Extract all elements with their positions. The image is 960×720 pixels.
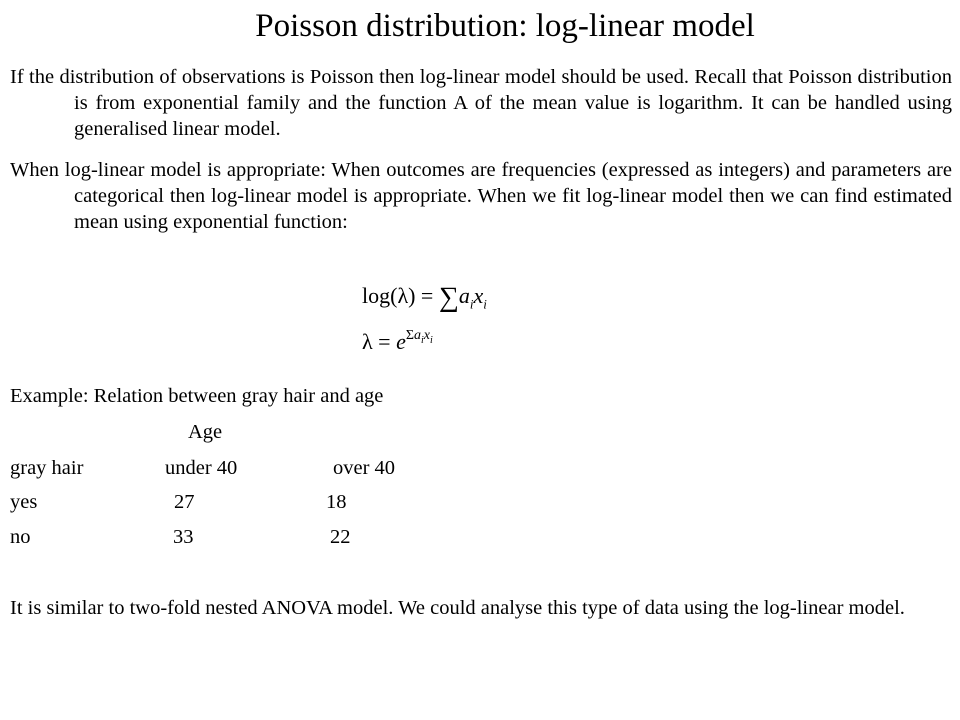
table-header-cell: under 40 bbox=[165, 457, 238, 479]
formula-lambda-exp bbox=[362, 322, 433, 356]
table-header-cell: over 40 bbox=[333, 457, 396, 479]
table-cell: 27 bbox=[174, 491, 195, 513]
table-cell: 33 bbox=[173, 526, 194, 548]
summation-symbol: ∑ bbox=[438, 282, 459, 313]
table-cell: 22 bbox=[330, 526, 351, 548]
exponential-e: e bbox=[396, 329, 406, 354]
table-cell: 18 bbox=[326, 491, 347, 513]
exponent-index-i: i bbox=[421, 334, 424, 346]
formula-log-lambda bbox=[362, 282, 487, 318]
table-group-header: Age bbox=[188, 421, 223, 443]
example-caption: Example: Relation between gray hair and age bbox=[10, 385, 384, 407]
index-i: i bbox=[483, 296, 487, 312]
exponent-index-i: i bbox=[430, 334, 433, 346]
index-i: i bbox=[469, 296, 474, 312]
exponent-sigma: Σ bbox=[405, 328, 414, 343]
paragraph-poisson-intro: If the distribution of observations is Poisson then log-linear model should be used. Recall that Poisson distribution is from exponential family and the function A of the mean value is logarithm. It can be handled using generalised linear model. bbox=[10, 66, 952, 140]
table-cell: no bbox=[10, 526, 31, 548]
exponent-x: x bbox=[423, 328, 430, 343]
slide-title: Poisson distribution: log-linear model bbox=[255, 8, 755, 44]
paragraph-when-appropriate: When log-linear model is appropriate: When outcomes are frequencies (expressed as integers) and parameters are categorical then log-linear model is appropriate. When we fit log-linear model then we can find estimated mean using exponential function: bbox=[10, 159, 952, 233]
exponent-a: a bbox=[414, 328, 421, 343]
variable-x: x bbox=[473, 283, 484, 308]
formula-log-lambda-lhs: log(λ) = bbox=[362, 283, 439, 308]
formula-lambda-lhs: λ = bbox=[362, 329, 397, 354]
table-header-cell: gray hair bbox=[10, 457, 84, 479]
exponent bbox=[405, 328, 433, 346]
table-cell: yes bbox=[10, 491, 38, 513]
paragraph-anova-note: It is similar to two-fold nested ANOVA model. We could analyse this type of data using the log-linear model. bbox=[10, 597, 905, 619]
coefficient-a: a bbox=[458, 283, 470, 308]
